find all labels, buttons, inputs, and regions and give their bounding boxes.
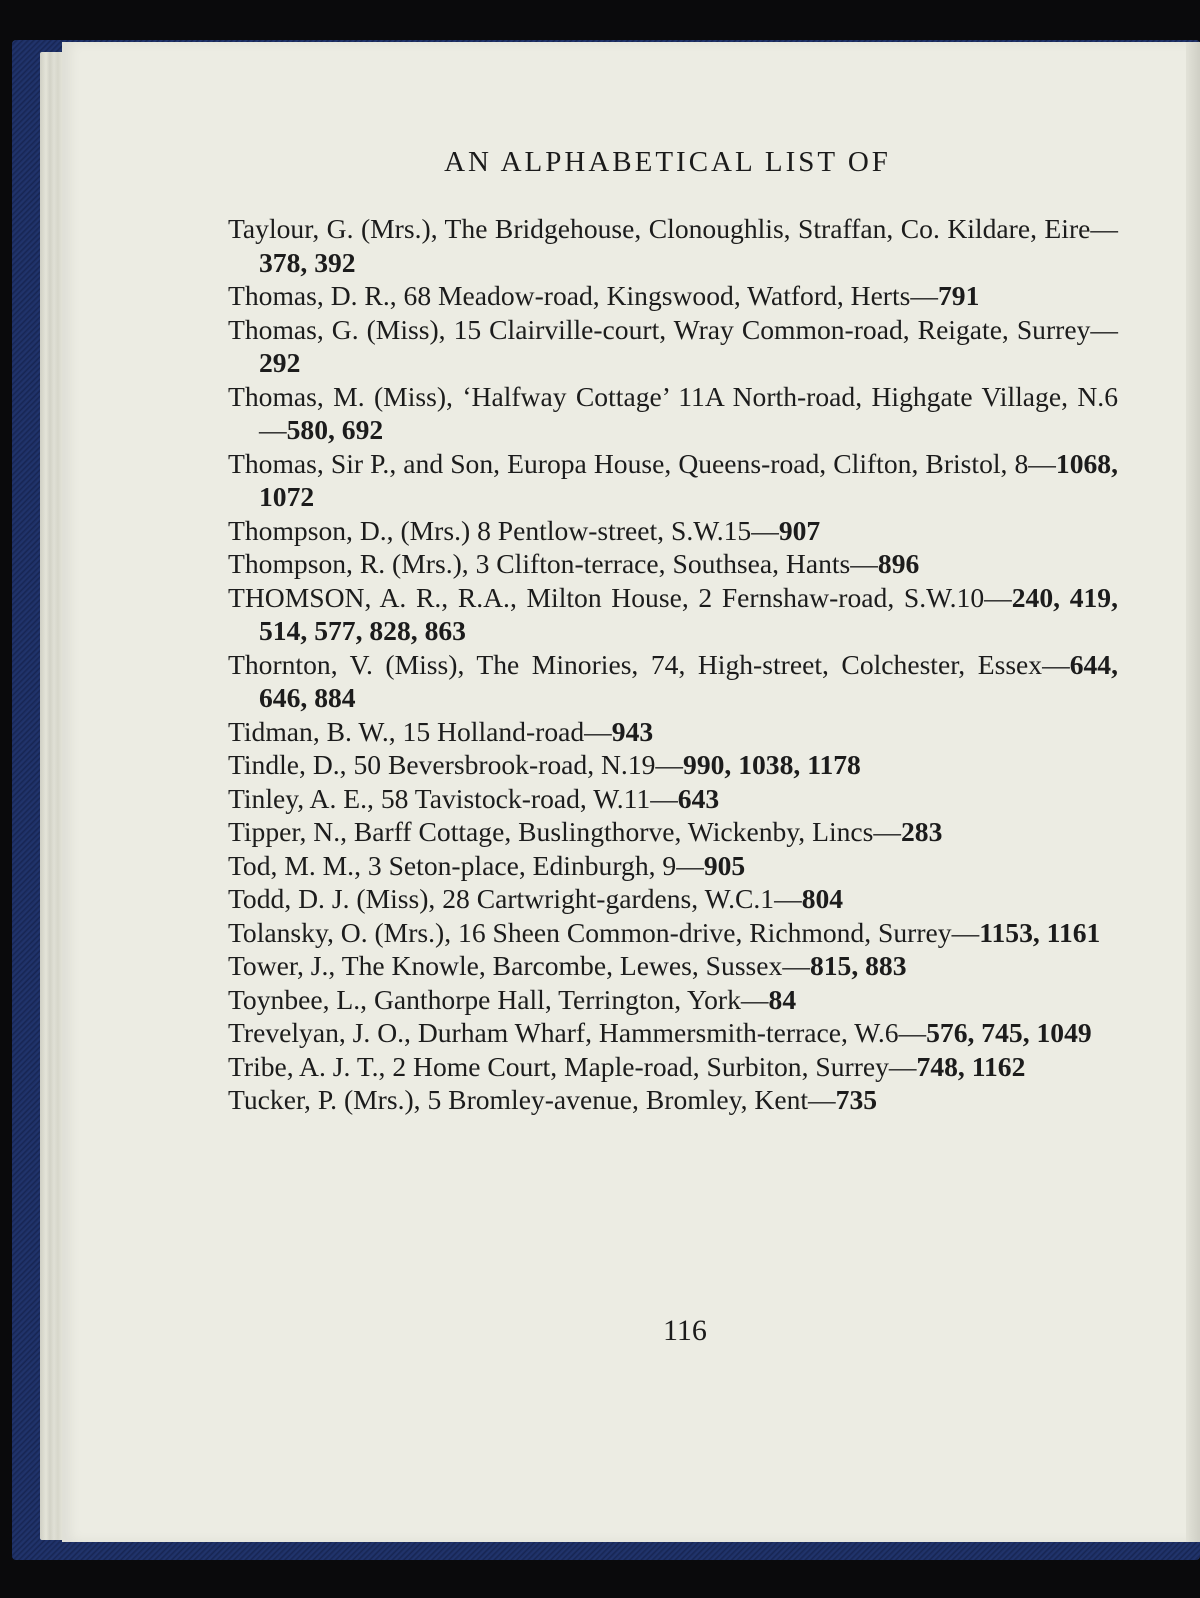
entry-text: Thomas, G. (Miss), 15 Clairville-court, Wray Common-road, Reigate, Surrey— [228, 313, 1118, 345]
entry-page-refs: 905 [703, 849, 746, 881]
list-entry [228, 782, 1118, 816]
entry-page-refs: 791 [938, 280, 980, 311]
entry-page-refs: 990, 1038, 1178 [683, 749, 861, 780]
entry-page-refs: 283 [901, 816, 943, 847]
page-number: 116 [663, 1314, 707, 1347]
entry-text: Trevelyan, J. O., Durham Wharf, Hammersmith-terrace, W.6— [228, 1017, 927, 1048]
entry-text: Tinley, A. E., 58 Tavistock-road, W.11— [228, 782, 678, 814]
entry-page-refs: 804 [801, 883, 844, 914]
entry-page-refs: 735 [835, 1084, 878, 1115]
entry-page-refs: 1068, 1072 [259, 447, 1118, 512]
list-entry [228, 849, 1118, 883]
list-entry [228, 313, 1118, 380]
entry-text: Tipper, N., Barff Cottage, Buslingthorve, Wickenby, Lincs— [228, 816, 901, 847]
list-entry [228, 648, 1118, 715]
list-entry [228, 447, 1118, 514]
entry-page-refs: 378, 392 [259, 246, 356, 278]
entry-text: Tod, M. M., 3 Seton-place, Edinburgh, 9— [228, 849, 704, 881]
list-entry [228, 715, 1118, 749]
entry-page-refs: 84 [768, 983, 797, 1015]
list-entry [228, 1083, 1118, 1117]
entry-text: Thomas, M. (Miss), ‘Halfway Cottage’ 11A North-road, Highgate Village, N.6— [228, 380, 1118, 445]
list-entry [228, 815, 1118, 849]
entry-text: Thompson, R. (Mrs.), 3 Clifton-terrace, Southsea, Hants— [228, 548, 878, 579]
entry-page-refs: 240, 419, 514, 577, 828, 863 [259, 581, 1118, 646]
entry-list [228, 212, 1118, 1117]
list-entry [228, 212, 1118, 279]
list-entry [228, 581, 1118, 648]
entry-text: Tindle, D., 50 Beversbrook-road, N.19— [228, 749, 684, 780]
list-entry [228, 983, 1118, 1017]
entry-text: Tower, J., The Knowle, Barcombe, Lewes, Sussex— [228, 950, 810, 981]
entry-text: Tucker, P. (Mrs.), 5 Bromley-avenue, Bromley, Kent— [228, 1084, 836, 1115]
entry-text: Todd, D. J. (Miss), 28 Cartwright-gardens, W.C.1— [228, 883, 802, 914]
entry-text: Tolansky, O. (Mrs.), 16 Sheen Common-drive, Richmond, Surrey— [228, 916, 980, 948]
entry-page-refs: 907 [778, 514, 821, 546]
list-entry [228, 1050, 1118, 1084]
list-entry [228, 547, 1118, 581]
entry-text: Thomas, D. R., 68 Meadow-road, Kingswood, Watford, Herts— [228, 280, 938, 311]
entry-text: Toynbee, L., Ganthorpe Hall, Terrington, York— [228, 983, 769, 1015]
list-entry [228, 380, 1118, 447]
entry-text: Thornton, V. (Miss), The Minories, 74, High-street, Colchester, Essex— [228, 648, 1070, 680]
entry-page-refs: 896 [877, 548, 920, 579]
entry-page-refs: 815, 883 [809, 950, 907, 981]
entry-text: THOMSON, A. R., R.A., Milton House, 2 Fernshaw-road, S.W.10— [228, 581, 1012, 613]
list-entry [228, 279, 1118, 313]
entry-page-refs: 1153, 1161 [979, 916, 1101, 948]
entry-page-refs: 644, 646, 884 [259, 648, 1118, 713]
entry-text: Thompson, D., (Mrs.) 8 Pentlow-street, S.W.15— [228, 514, 779, 546]
entry-page-refs: 643 [677, 782, 720, 814]
list-entry [228, 1016, 1118, 1050]
entry-page-refs: 576, 745, 1049 [926, 1017, 1092, 1048]
list-entry [228, 916, 1118, 950]
list-entry [228, 514, 1118, 548]
entry-text: Tribe, A. J. T., 2 Home Court, Maple-road, Surbiton, Surrey— [228, 1050, 917, 1082]
entry-text: Tidman, B. W., 15 Holland-road— [228, 715, 612, 747]
entry-page-refs: 580, 692 [286, 414, 384, 445]
page-heading: AN ALPHABETICAL LIST OF [444, 146, 891, 178]
entry-text: Thomas, Sir P., and Son, Europa House, Queens-road, Clifton, Bristol, 8— [228, 447, 1056, 479]
entry-page-refs: 292 [259, 347, 301, 378]
entry-text: Taylour, G. (Mrs.), The Bridgehouse, Clonoughlis, Straffan, Co. Kildare, Eire— [228, 213, 1118, 244]
entry-page-refs: 943 [611, 715, 654, 747]
list-entry [228, 882, 1118, 916]
list-entry [228, 748, 1118, 782]
entry-page-refs: 748, 1162 [916, 1050, 1026, 1082]
list-entry [228, 949, 1118, 983]
